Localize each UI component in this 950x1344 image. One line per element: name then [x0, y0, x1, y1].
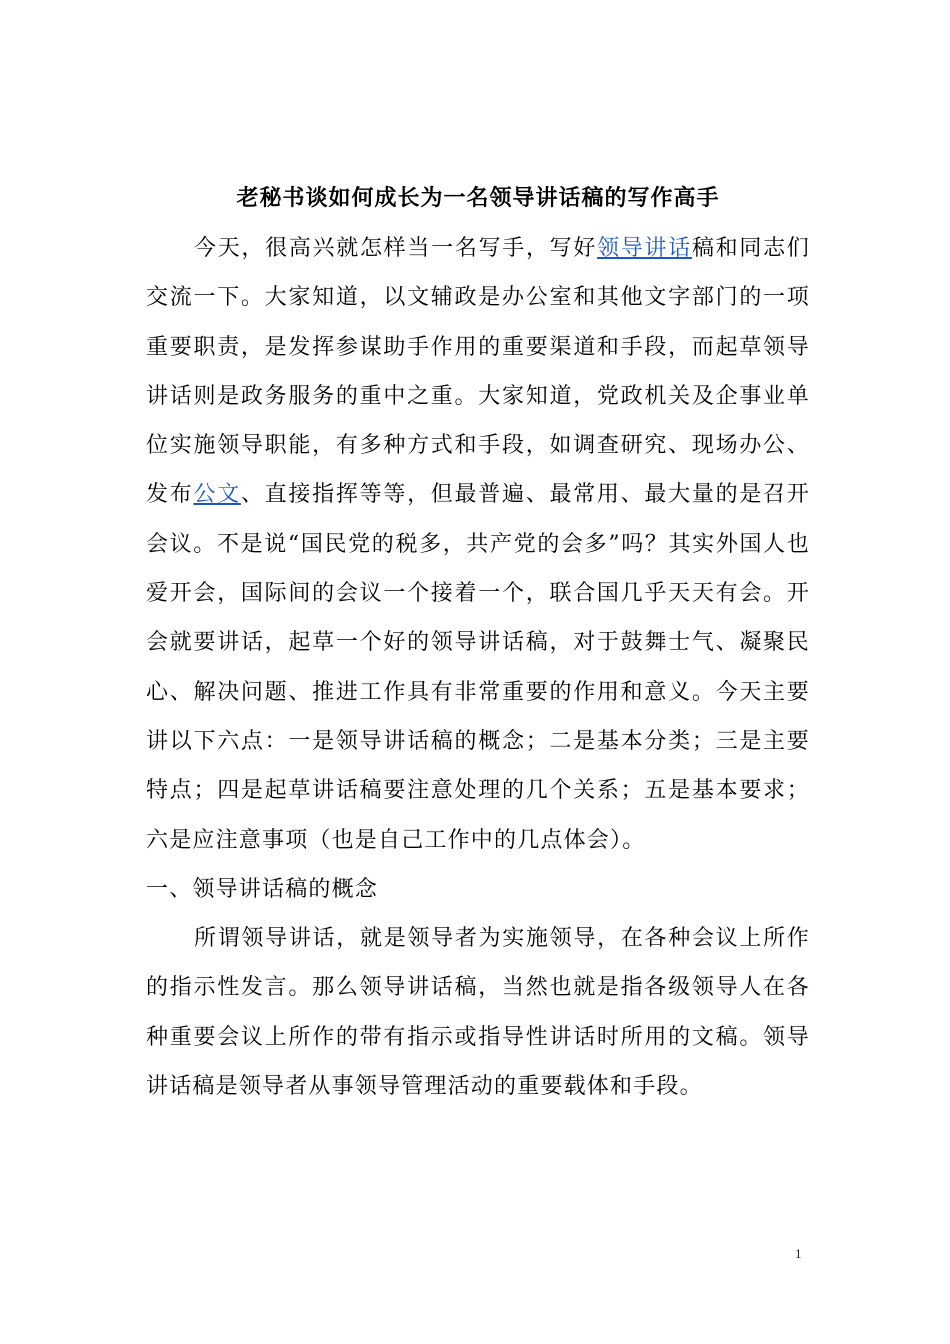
intro-text-middle: 稿和同志们交流一下。大家知道，以文辅政是办公室和其他文字部门的一项重要职责，是发挥参谋助手作用的重要渠道和手段，而起草领导讲话则是政务服务的重中之重。大家知道，党政机关及企事业单位实施领导职能，有多种方式和手段，如调查研究、现场办公、发布: [146, 236, 810, 508]
intro-paragraph: [146, 224, 810, 865]
document-title: 老秘书谈如何成长为一名领导讲话稿的写作高手: [236, 185, 720, 211]
official-document-link[interactable]: 公文: [193, 482, 241, 508]
concept-paragraph: 所谓领导讲话，就是领导者为实施领导，在各种会议上所作的指示性发言。那么领导讲话稿，当然也就是指各级领导人在各种重要会议上所作的带有指示或指导性讲话时所用的文稿。领导讲话稿是领导者从事领导管理活动的重要载体和手段。: [146, 926, 810, 1100]
document-body: [146, 224, 810, 1111]
intro-text-start: 今天，很高兴就怎样当一名写手，写好: [194, 236, 598, 261]
section-heading-1: 一、领导讲话稿的概念: [146, 876, 379, 902]
intro-text-end: 、直接指挥等等，但最普遍、最常用、最大量的是召开会议。不是说“国民党的税多，共产党的会多”吗？其实外国人也爱开会，国际间的会议一个接着一个，联合国几乎天天有会。开会就要讲话，起草一个好的领导讲话稿，对于鼓舞士气、凝聚民心、解决问题、推进工作具有非常重要的作用和意义。今天主要讲以下六点：一是领导讲话稿的概念；二是基本分类；三是主要特点；四是起草讲话稿要注意处理的几个关系；五是基本要求；六是应注意事项（也是自己工作中的几点体会）。: [146, 482, 810, 853]
leader-speech-link[interactable]: 领导讲话: [597, 236, 692, 261]
page-number: 1: [795, 1246, 802, 1261]
